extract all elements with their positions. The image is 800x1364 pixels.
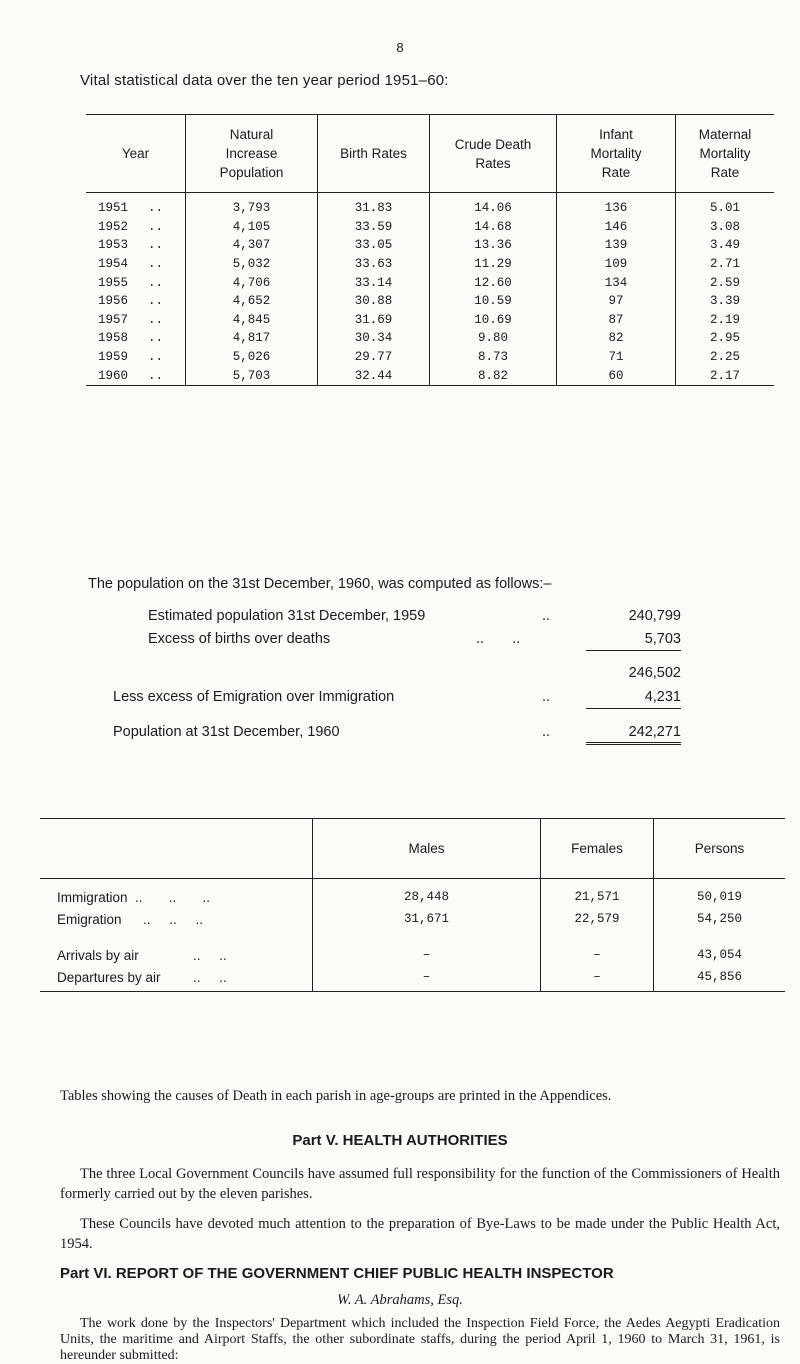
header-persons: Persons [654, 819, 786, 879]
header-natural-increase [186, 115, 318, 193]
header-cell-text: Infant Mortality Rate [590, 127, 642, 180]
infant-value: 87 [608, 312, 624, 327]
part5-paragraph-1: The three Local Government Councils have assumed full responsibility for the function of the Commissioners of Health formerly carried out by the eleven parishes. [60, 1166, 780, 1202]
calc-label-2: Excess of births over deaths [148, 631, 331, 647]
calc-leader-3: .. [542, 689, 551, 705]
calc-subtotal: 246,502 [628, 665, 681, 681]
spacer-row [40, 930, 785, 944]
birth-value: 33.05 [354, 238, 393, 253]
leader-dots: .. .. .. [143, 911, 204, 927]
birth-value: 33.63 [354, 257, 393, 272]
cell-year [86, 348, 186, 367]
leader-dots: .. .. [193, 969, 227, 985]
maternal-value: 3.49 [709, 238, 740, 253]
appendix-note: Tables showing the causes of Death in each parish in age-groups are printed in the Appendices. [60, 1088, 612, 1104]
header-crude-death-rates [430, 115, 557, 193]
death-value: 14.06 [474, 201, 512, 216]
cell-year [86, 329, 186, 348]
nat-value: 4,652 [232, 294, 271, 309]
death-value: 9.80 [477, 331, 508, 346]
header-cell-text: Birth Rates [340, 146, 407, 161]
maternal-value: 3.39 [709, 294, 740, 309]
cell-nat [186, 255, 318, 274]
page-number: 8 [396, 40, 404, 55]
cell-males [313, 966, 541, 992]
infant-value: 136 [604, 201, 628, 216]
cell-birth [318, 311, 430, 330]
death-value: 11.29 [474, 257, 512, 272]
year-value: 1960 [98, 368, 129, 383]
nat-value: 5,026 [232, 350, 271, 365]
cell-label [40, 908, 313, 930]
cell-maternal [676, 193, 775, 218]
leader-dots: .. [148, 368, 164, 383]
header-maternal-mortality [676, 115, 775, 193]
cell-males [313, 944, 541, 966]
leader-dots: .. .. .. [135, 889, 211, 905]
header-year [86, 115, 186, 193]
cell-birth [318, 292, 430, 311]
males-value: – [422, 948, 431, 962]
table-row [40, 879, 785, 909]
row-label: Arrivals by air [57, 947, 139, 963]
cell-birth [318, 218, 430, 237]
header-cell-text: Year [121, 146, 150, 161]
persons-value: 45,856 [696, 970, 742, 984]
cell-maternal [676, 329, 775, 348]
cell-year [86, 193, 186, 218]
cell-females [541, 944, 654, 966]
cell-year [86, 273, 186, 292]
table-row [86, 311, 774, 330]
calc-leader-4: .. [542, 724, 551, 740]
death-value: 12.60 [474, 275, 512, 290]
part6-heading: Part VI. REPORT OF THE GOVERNMENT CHIEF PUBLIC HEALTH INSPECTOR [60, 1265, 614, 1282]
population-intro: The population on the 31st December, 1960, was computed as follows:– [88, 576, 552, 592]
cell-death [430, 311, 557, 330]
persons-value: 43,054 [696, 948, 742, 962]
cell-birth [318, 329, 430, 348]
header-cell-text: Natural Increase Population [219, 127, 284, 180]
maternal-value: 2.17 [709, 368, 740, 383]
cell-infant [557, 329, 676, 348]
table-row [40, 908, 785, 930]
cell-death [430, 193, 557, 218]
infant-value: 82 [608, 331, 624, 346]
death-value: 13.36 [474, 238, 512, 253]
cell-females [541, 908, 654, 930]
calc-label-1: Estimated population 31st December, 1959 [148, 608, 426, 624]
calc-total-label: Population at 31st December, 1960 [113, 724, 340, 740]
females-value: – [593, 970, 601, 984]
leader-dots: .. [148, 331, 164, 346]
table-row [86, 366, 774, 385]
maternal-value: 2.95 [709, 331, 740, 346]
cell-maternal [676, 311, 775, 330]
death-value: 8.82 [477, 368, 508, 383]
cell-death [430, 236, 557, 255]
vital-statistics-table [86, 114, 774, 386]
birth-value: 33.14 [354, 275, 393, 290]
row-label: Departures by air [57, 969, 161, 985]
vital-statistics-intro: Vital statistical data over the ten year period 1951–60: [80, 72, 449, 89]
author-name: W. A. Abrahams, Esq. [337, 1292, 463, 1308]
cell-nat [186, 311, 318, 330]
leader-dots: .. [148, 219, 164, 234]
cell-label [40, 944, 313, 966]
spacer-cell [541, 930, 654, 944]
cell-females [541, 879, 654, 909]
nat-value: 4,105 [232, 219, 271, 234]
table-row [40, 944, 785, 966]
migration-table [40, 818, 785, 992]
birth-value: 32.44 [354, 368, 393, 383]
infant-value: 60 [608, 368, 624, 383]
cell-year [86, 218, 186, 237]
part6-paragraph-1: The work done by the Inspectors' Department which included the Inspection Field Force, the Aedes Aegypti Eradication Units, the maritime and Airport Staffs, the other subordinate staffs, during the period April 1, 1960 to March 31, 1961, is hereunder submitted: [60, 1316, 780, 1363]
cell-infant [557, 236, 676, 255]
cell-nat [186, 218, 318, 237]
header-blank [40, 819, 313, 879]
maternal-value: 2.59 [709, 275, 740, 290]
part5-heading: Part V. HEALTH AUTHORITIES [292, 1132, 508, 1149]
calc-label-3: Less excess of Emigration over Immigration [113, 689, 395, 705]
cell-maternal [676, 236, 775, 255]
year-value: 1952 [98, 219, 129, 234]
cell-maternal [676, 292, 775, 311]
cell-infant [557, 292, 676, 311]
header-cell-text: Crude Death Rates [454, 136, 532, 171]
cell-infant [557, 273, 676, 292]
header-females: Females [541, 819, 654, 879]
cell-year [86, 255, 186, 274]
cell-maternal [676, 273, 775, 292]
cell-birth [318, 193, 430, 218]
cell-death [430, 348, 557, 367]
cell-persons [654, 879, 786, 909]
cell-nat [186, 193, 318, 218]
cell-birth [318, 273, 430, 292]
table-row [86, 292, 774, 311]
cell-infant [557, 348, 676, 367]
maternal-value: 5.01 [709, 201, 740, 216]
cell-birth [318, 366, 430, 385]
row-label: Immigration [57, 889, 128, 905]
cell-infant [557, 218, 676, 237]
year-value: 1956 [98, 294, 129, 309]
cell-nat [186, 273, 318, 292]
year-value: 1958 [98, 331, 129, 346]
table-header-row [86, 115, 774, 193]
death-value: 10.69 [474, 312, 512, 327]
females-value: 22,579 [574, 912, 620, 926]
nat-value: 5,703 [232, 368, 271, 383]
females-value: – [593, 948, 601, 962]
table-row [86, 273, 774, 292]
death-value: 10.59 [474, 294, 512, 309]
infant-value: 71 [608, 350, 624, 365]
cell-year [86, 311, 186, 330]
cell-maternal [676, 255, 775, 274]
males-value: 28,448 [403, 890, 449, 904]
cell-males [313, 908, 541, 930]
maternal-value: 3.08 [709, 219, 740, 234]
calc-value-1: 240,799 [628, 608, 681, 624]
cell-death [430, 292, 557, 311]
leader-dots: .. [148, 201, 164, 216]
cell-maternal [676, 218, 775, 237]
cell-death [430, 218, 557, 237]
cell-nat [186, 236, 318, 255]
cell-persons [654, 944, 786, 966]
leader-dots: .. [148, 257, 164, 272]
cell-year [86, 292, 186, 311]
cell-infant [557, 255, 676, 274]
cell-label [40, 879, 313, 909]
table-row [86, 236, 774, 255]
calc-total-value: 242,271 [586, 724, 681, 745]
calc-leader-2: .. .. [476, 631, 521, 647]
maternal-value: 2.25 [709, 350, 740, 365]
birth-value: 30.88 [354, 294, 393, 309]
calc-value-3: 4,231 [586, 689, 681, 709]
cell-persons [654, 966, 786, 992]
table-row [40, 966, 785, 992]
birth-value: 31.69 [354, 312, 393, 327]
cell-birth [318, 255, 430, 274]
maternal-value: 2.71 [709, 257, 740, 272]
death-value: 14.68 [474, 219, 512, 234]
infant-value: 97 [608, 294, 624, 309]
cell-maternal [676, 348, 775, 367]
year-value: 1955 [98, 275, 129, 290]
header-birth-rates [318, 115, 430, 193]
header-males: Males [313, 819, 541, 879]
nat-value: 3,793 [232, 201, 271, 216]
year-value: 1951 [98, 201, 129, 216]
birth-value: 31.83 [354, 201, 393, 216]
cell-birth [318, 348, 430, 367]
year-value: 1954 [98, 257, 129, 272]
males-value: 31,671 [403, 912, 449, 926]
calc-leader-1: .. [542, 608, 551, 624]
cell-persons [654, 908, 786, 930]
calc-value-2: 5,703 [586, 631, 681, 651]
header-infant-mortality [557, 115, 676, 193]
cell-females [541, 966, 654, 992]
leader-dots: .. [148, 312, 164, 327]
cell-nat [186, 329, 318, 348]
death-value: 8.73 [477, 350, 508, 365]
table-row [86, 218, 774, 237]
leader-dots: .. .. [193, 947, 227, 963]
leader-dots: .. [148, 275, 164, 290]
spacer-cell [313, 930, 541, 944]
table-row [86, 193, 774, 218]
cell-death [430, 255, 557, 274]
cell-maternal [676, 366, 775, 385]
header-cell-text: Maternal Mortality Rate [698, 127, 752, 180]
table-row [86, 255, 774, 274]
cell-infant [557, 366, 676, 385]
cell-death [430, 329, 557, 348]
males-value: – [422, 970, 431, 984]
table-row [86, 348, 774, 367]
leader-dots: .. [148, 294, 164, 309]
nat-value: 4,845 [232, 312, 271, 327]
infant-value: 139 [604, 238, 628, 253]
cell-nat [186, 348, 318, 367]
table-header-row [40, 819, 785, 879]
leader-dots: .. [148, 350, 164, 365]
table-row [86, 329, 774, 348]
row-label: Emigration [57, 911, 122, 927]
spacer-cell [654, 930, 786, 944]
females-value: 21,571 [574, 890, 620, 904]
cell-infant [557, 193, 676, 218]
infant-value: 109 [604, 257, 628, 272]
cell-infant [557, 311, 676, 330]
year-value: 1957 [98, 312, 129, 327]
cell-year [86, 236, 186, 255]
birth-value: 33.59 [354, 219, 393, 234]
cell-death [430, 273, 557, 292]
cell-year [86, 366, 186, 385]
birth-value: 30.34 [354, 331, 393, 346]
infant-value: 134 [604, 275, 628, 290]
part5-paragraph-2: These Councils have devoted much attention to the preparation of Bye-Laws to be made under the Public Health Act, 1954. [60, 1216, 780, 1252]
nat-value: 5,032 [232, 257, 271, 272]
cell-death [430, 366, 557, 385]
nat-value: 4,706 [232, 275, 271, 290]
nat-value: 4,307 [232, 238, 271, 253]
cell-birth [318, 236, 430, 255]
maternal-value: 2.19 [709, 312, 740, 327]
cell-males [313, 879, 541, 909]
cell-nat [186, 292, 318, 311]
persons-value: 50,019 [696, 890, 742, 904]
infant-value: 146 [604, 219, 628, 234]
nat-value: 4,817 [232, 331, 271, 346]
cell-label [40, 966, 313, 992]
leader-dots: .. [148, 238, 164, 253]
year-value: 1953 [98, 238, 129, 253]
cell-nat [186, 366, 318, 385]
persons-value: 54,250 [696, 912, 742, 926]
year-value: 1959 [98, 350, 129, 365]
spacer-cell [40, 930, 313, 944]
birth-value: 29.77 [354, 350, 393, 365]
